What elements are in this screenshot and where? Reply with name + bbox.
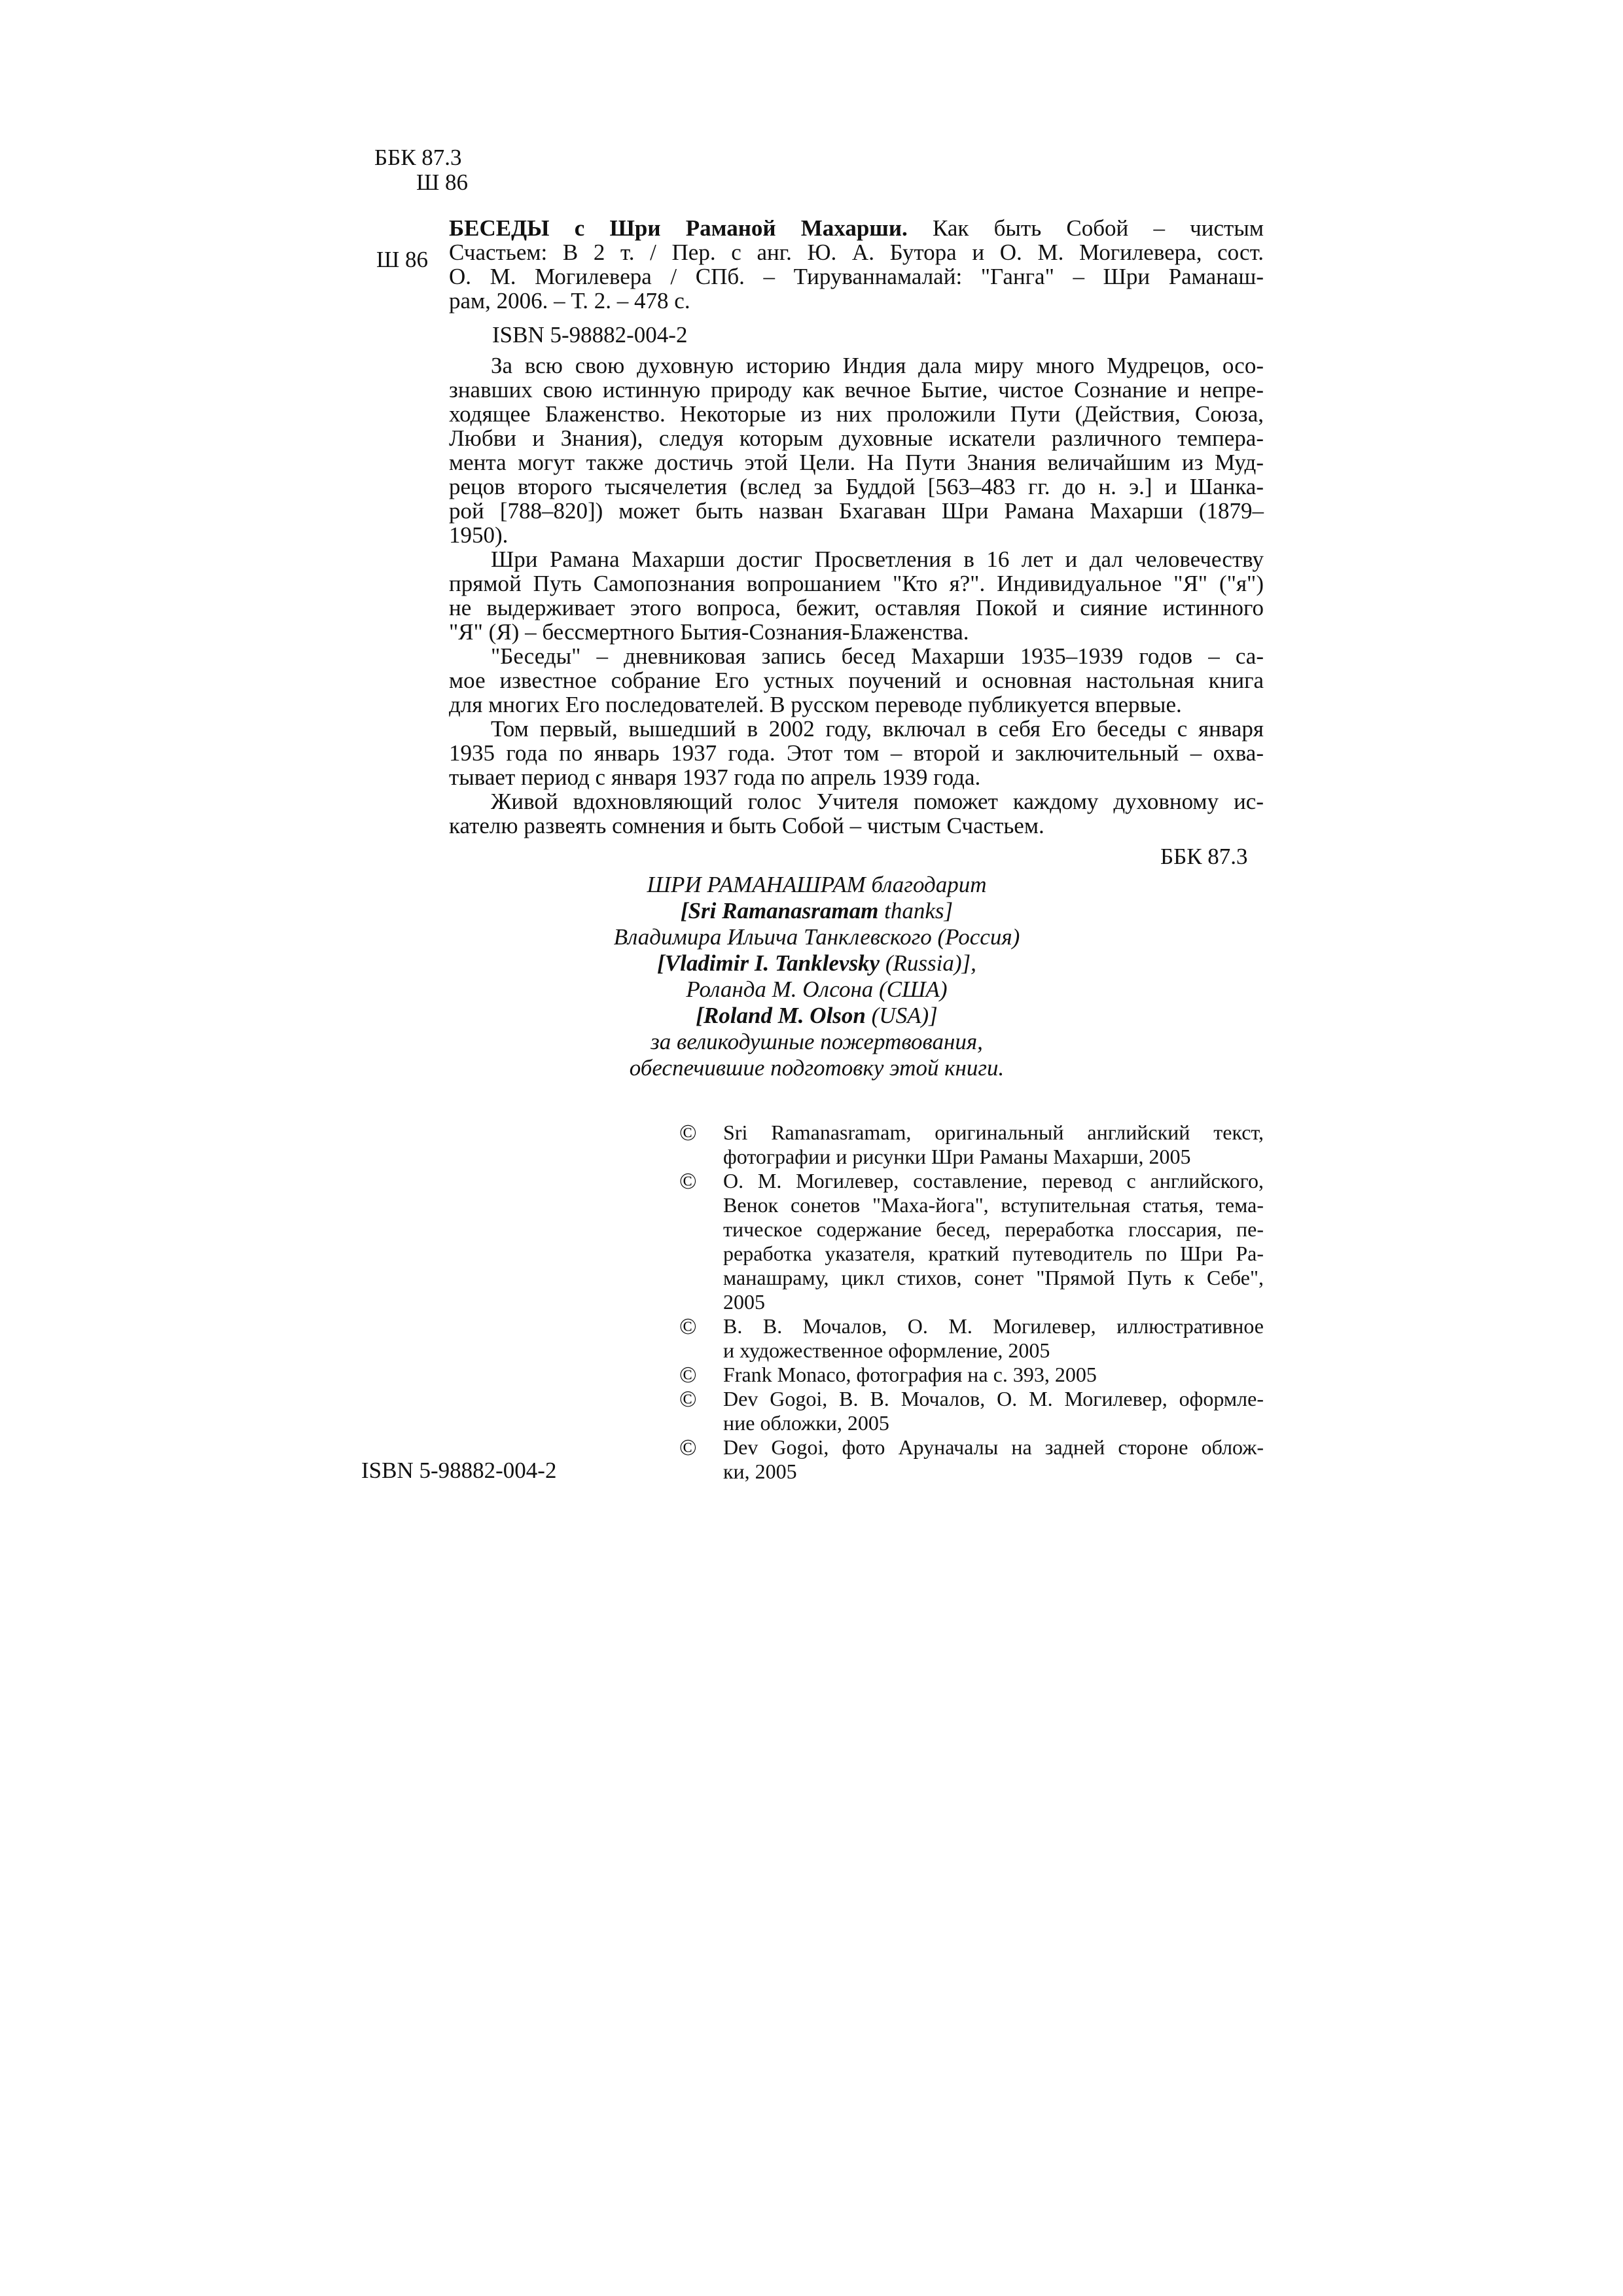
catalog-record — [449, 216, 1264, 240]
thanks-line-1: ШРИ РАМАНАШРАМ благодарит — [647, 872, 987, 897]
copyright-symbol: © — [679, 1120, 697, 1145]
copyright-line: Венок сонетов "Маха-йога", вступительная статья, тема- — [723, 1193, 1264, 1217]
annotation-line: рецов второго тысячелетия (вслед за Буддой [563–483 гг. до н. э.] и Шанка- — [449, 474, 1264, 499]
thanks-line-5: Роланда М. Олсона (США) — [686, 977, 948, 1002]
catalog-line-1 — [449, 216, 1264, 240]
copyright-symbol: © — [679, 1314, 697, 1339]
copyright-symbol: © — [679, 1168, 697, 1194]
annotation-line: ходящее Блаженство. Некоторые из них проложили Пути (Действия, Союза, — [449, 401, 1264, 427]
thanks-line-8: обеспечившие подготовку этой книги. — [629, 1055, 1005, 1081]
copyright-line: ние обложки, 2005 — [723, 1411, 889, 1435]
thanks-donor-1-name: [Vladimir I. Tanklevsky — [657, 950, 880, 976]
bbk-code: ББК 87.3 — [374, 145, 462, 170]
copyright-line: фотографии и рисунки Шри Раманы Махарши, 2005 — [723, 1145, 1191, 1168]
copyright-line: манашраму, цикл стихов, сонет "Прямой Путь к Себе", — [723, 1266, 1264, 1289]
copyright-line: Dev Gogoi, фото Аруначалы на задней стороне облож- — [723, 1435, 1264, 1459]
catalog-line-3: О. М. Могилевера / СПб. – Тируваннамалай: "Ганга" – Шри Раманаш- — [449, 264, 1264, 289]
thanks-block — [449, 872, 1185, 1081]
isbn-bottom: ISBN 5-98882-004-2 — [361, 1458, 557, 1483]
annotation-line: прямой Путь Самопознания вопрошанием "Кто я?". Индивидуальное "Я" ("я") — [449, 571, 1264, 596]
catalog-isbn: ISBN 5-98882-004-2 — [492, 322, 688, 348]
thanks-line-6 — [449, 1003, 1185, 1029]
thanks-line-3: Владимира Ильича Танклевского (Россия) — [613, 924, 1020, 950]
copyright-line: тическое содержание бесед, переработка глоссария, пе- — [723, 1217, 1264, 1241]
annotation-line: рой [788–820]) может быть назван Бхагаван Шри Рамана Махарши (1879– — [449, 498, 1264, 524]
annotation-line: 1935 года по январь 1937 года. Этот том – второй и заключительный – охва- — [449, 740, 1264, 766]
annotation-line: "Я" (Я) – бессмертного Бытия-Сознания-Блаженства. — [449, 619, 969, 645]
catalog-title: БЕСЕДЫ с Шри Раманой Махарши. — [449, 215, 908, 241]
thanks-line-2 — [449, 898, 1185, 924]
copyright-symbol: © — [679, 1362, 697, 1388]
copyright-line: О. М. Могилевер, составление, перевод с английского, — [723, 1169, 1264, 1193]
annotation-line: тывает период с января 1937 года по апрель 1939 года. — [449, 764, 981, 790]
thanks-line-7: за великодушные пожертвования, — [651, 1029, 983, 1054]
annotation-line: Шри Рамана Махарши достиг Просветления в 16 лет и дал человечеству — [491, 547, 1264, 572]
copyright-line: 2005 — [723, 1290, 765, 1314]
copyright-line: ки, 2005 — [723, 1460, 797, 1483]
thanks-donor-2-name: [Roland M. Olson — [696, 1003, 866, 1028]
thanks-line-4 — [449, 950, 1185, 977]
bbk-footer: ББК 87.3 — [1160, 844, 1248, 869]
catalog-title-rest: Как быть Собой – чистым — [932, 215, 1264, 241]
copyright-line: Sri Ramanasramam, оригинальный английский текст, — [723, 1121, 1264, 1144]
thanks-line-6-rest: (USA)] — [865, 1003, 938, 1028]
annotation-line: Том первый, вышедший в 2002 году, включал в себя Его беседы с января — [491, 716, 1264, 742]
copyright-line: реработка указателя, краткий путеводитель по Шри Ра- — [723, 1242, 1264, 1265]
catalog-line-2: Счастьем: В 2 т. / Пер. с анг. Ю. А. Бутора и О. М. Могилевера, сост. — [449, 240, 1264, 265]
copyright-symbol: © — [679, 1386, 697, 1412]
copyright-line: В. В. Мочалов, О. М. Могилевер, иллюстративное — [723, 1314, 1264, 1338]
annotation-line: не выдерживает этого вопроса, бежит, оставляя Покой и сияние истинного — [449, 595, 1264, 620]
annotation-line: кателю развеять сомнения и быть Собой – чистым Счастьем. — [449, 813, 1044, 838]
annotation-line: мента могут также достичь этой Цели. На Пути Знания величайшим из Муд- — [449, 450, 1264, 475]
thanks-line-4-rest: (Russia)], — [880, 950, 976, 976]
annotation-line: Любви и Знания), следуя которым духовные искатели различного темпера- — [449, 425, 1264, 451]
catalog-side-mark: Ш 86 — [376, 247, 429, 272]
catalog-line-4: рам, 2006. – Т. 2. – 478 с. — [449, 288, 690, 314]
copyright-line: Frank Monaco, фотография на с. 393, 2005 — [723, 1363, 1097, 1386]
annotation-line: За всю свою духовную историю Индия дала миру много Мудрецов, осо- — [491, 353, 1264, 378]
thanks-line-2-rest: thanks] — [878, 898, 954, 924]
annotation-line: "Беседы" – дневниковая запись бесед Махарши 1935–1939 годов – са- — [491, 643, 1264, 669]
annotation-line: мое известное собрание Его устных поучений и основная настольная книга — [449, 668, 1264, 693]
copyright-line: и художественное оформление, 2005 — [723, 1338, 1050, 1362]
copyright-line: Dev Gogoi, В. В. Мочалов, О. М. Могилевер, оформле- — [723, 1387, 1264, 1410]
annotation-line: знавших свою истинную природу как вечное Бытие, чистое Сознание и непре- — [449, 377, 1264, 403]
copyright-symbol: © — [679, 1435, 697, 1460]
annotation-line: 1950). — [449, 522, 508, 548]
annotation-line: Живой вдохновляющий голос Учителя поможет каждому духовному ис- — [491, 789, 1264, 814]
annotation-line: для многих Его последователей. В русском переводе публикуется впервые. — [449, 692, 1182, 717]
author-mark: Ш 86 — [416, 170, 469, 195]
thanks-ashram-name: [Sri Ramanasramam — [680, 898, 879, 924]
